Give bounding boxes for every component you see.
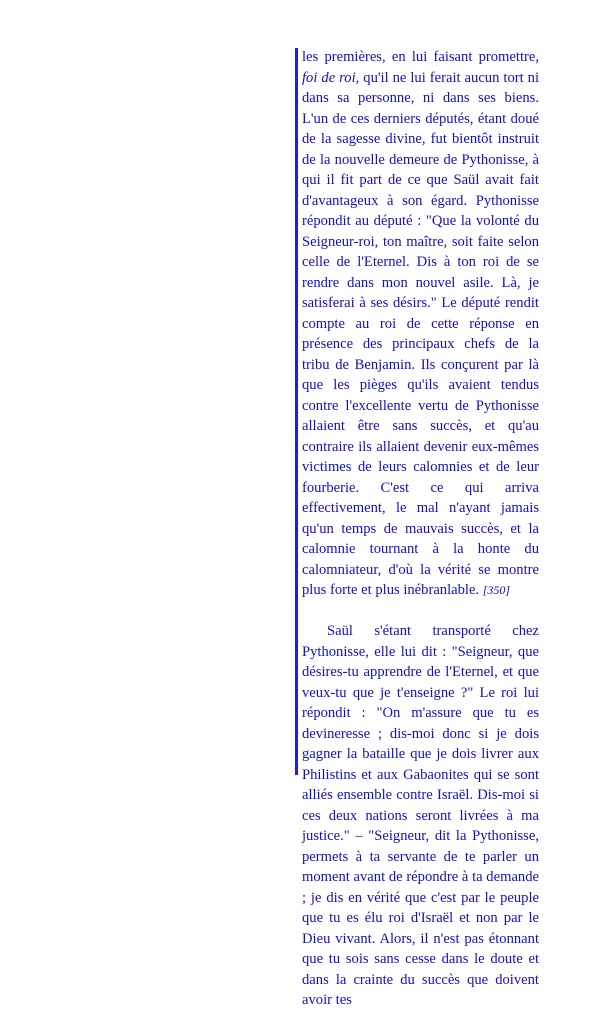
paragraph-1: [302, 47, 539, 601]
page-reference: [350]: [482, 583, 511, 597]
paragraph-1-italic-phrase: foi de roi: [302, 69, 356, 86]
paragraph-1-text-end: , qu'il ne lui ferait aucun tort ni dans sa personne, ni dans ses biens. L'un de ces derniers députés, étant doué de la sagesse divine, fut bientôt instruit de la nouvelle demeure de Pythonisse, à qui il fit part de ce que Saül avait fait d'avantageux à son égard. Pythonisse répondit au député : "Que la volonté du Seigneur-roi, ton maître, soit faite selon celle de l'Eternel. Dis à ton roi de se rendre dans mon nouvel asile. Là, je satisferai à ses désirs." Le député rendit compte au roi de cette réponse en présence des principaux chefs de la tribu de Benjamin. Ils conçurent par là que les pièges qu'ils avaient tendus contre l'excellente vertu de Pythonisse allaient être sans succès, et qu'au contraire ils allaient devenir eux-mêmes victimes de leurs calomnies et de leur fourberie. C'est ce qui arriva effectivement, le mal n'ayant jamais qu'un temps de mauvais succès, et la calomnie tournant à la honte du calomniateur, d'où la vérité se montre plus forte et plus inébranlable.: [302, 69, 539, 598]
text-column: [302, 47, 539, 1011]
paragraph-2: Saül s'étant transporté chez Pythonisse, elle lui dit : "Seigneur, que désires-tu apprendre de l'Eternel, et que veux-tu que je t'enseigne ?" Le roi lui répondit : "On m'assure que tu es devineresse ; dis-moi donc si je dois gagner la bataille que je dois livrer aux Philistins et aux Gabaonites qui se sont alliés ensemble contre Israël. Dis-moi si ces deux nations seront livrées à ma justice." – "Seigneur, dit la Pythonisse, permets à ta servante de te parler un moment avant de répondre à ta demande ; je dis en vérité que c'est par le peuple que tu es élu roi d'Israël et non par le Dieu vivant. Alors, il n'est pas étonnant que tu sois sans cesse dans le doute et dans la crainte du succès que doivent avoir tes: [302, 623, 539, 1008]
paragraph-1-text-start: les premières, en lui faisant promettre,: [302, 49, 539, 65]
margin-bar: [295, 48, 298, 775]
